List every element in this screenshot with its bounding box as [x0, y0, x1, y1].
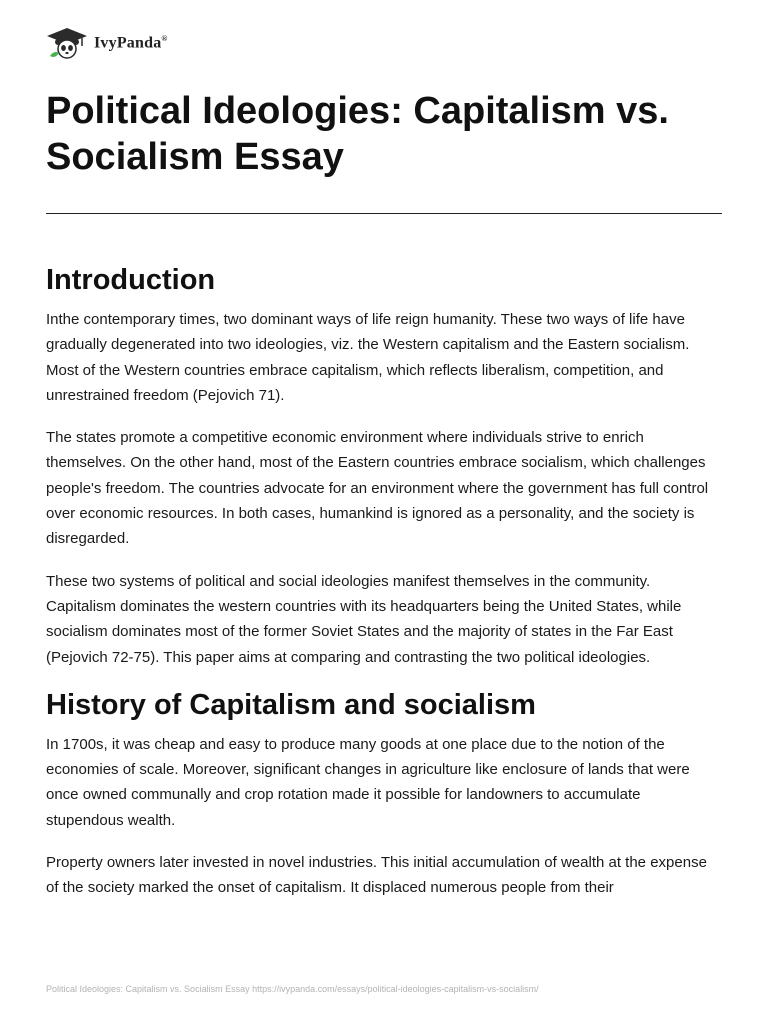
site-logo[interactable] [46, 26, 168, 60]
logo-text: IvyPanda® [94, 33, 168, 52]
panda-graduate-icon [46, 26, 88, 60]
paragraph: Property owners later invested in novel industries. This initial accumulation of wealth at the expense of the society marked the onset of capitalism. It displaced numerous people from their [46, 854, 707, 897]
paragraph: These two systems of political and social ideologies manifest themselves in the community. Capitalism dominates the western countries with its headquarters being the United States, while socialism dominates most of the former Soviet States and the majority of states in the Far East (Pejovich 72-75). This paper aims at comparing and contrasting the two political ideologies. [46, 572, 682, 666]
section-heading-introduction: Introduction [46, 264, 216, 296]
paragraph: The states promote a competitive economic environment where individuals strive to enrich themselves. On the other hand, most of the Eastern countries embrace socialism, which challenges people's freedom. The countries advocate for an environment where the government has full control over economic resources. In both cases, humankind is ignored as a personality, and the society is disregarded. [46, 429, 709, 548]
page-title: Political Ideologies: Capitalism vs. Socialism Essay [46, 90, 669, 178]
title-divider [46, 213, 722, 214]
footer-citation: Political Ideologies: Capitalism vs. Socialism Essay https://ivypanda.com/essays/political-ideologies-capitalism-vs-socialism/ [46, 984, 539, 994]
section-heading-history: History of Capitalism and socialism [46, 688, 536, 721]
paragraph: Inthe contemporary times, two dominant ways of life reign humanity. These two ways of life have gradually degenerated into two ideologies, viz. the Western capitalism and the Eastern socialism. Most of the Western countries embrace capitalism, which reflects liberalism, competition, and unrestrained freedom (Pejovich 71). [46, 311, 690, 404]
article-body [46, 262, 722, 918]
paragraph: In 1700s, it was cheap and easy to produce many goods at one place due to the notion of the economies of scale. Moreover, significant changes in agriculture like enclosure of lands that were once owned communally and crop rotation made it possible for landowners to accumulate stupendous wealth. [46, 735, 690, 829]
